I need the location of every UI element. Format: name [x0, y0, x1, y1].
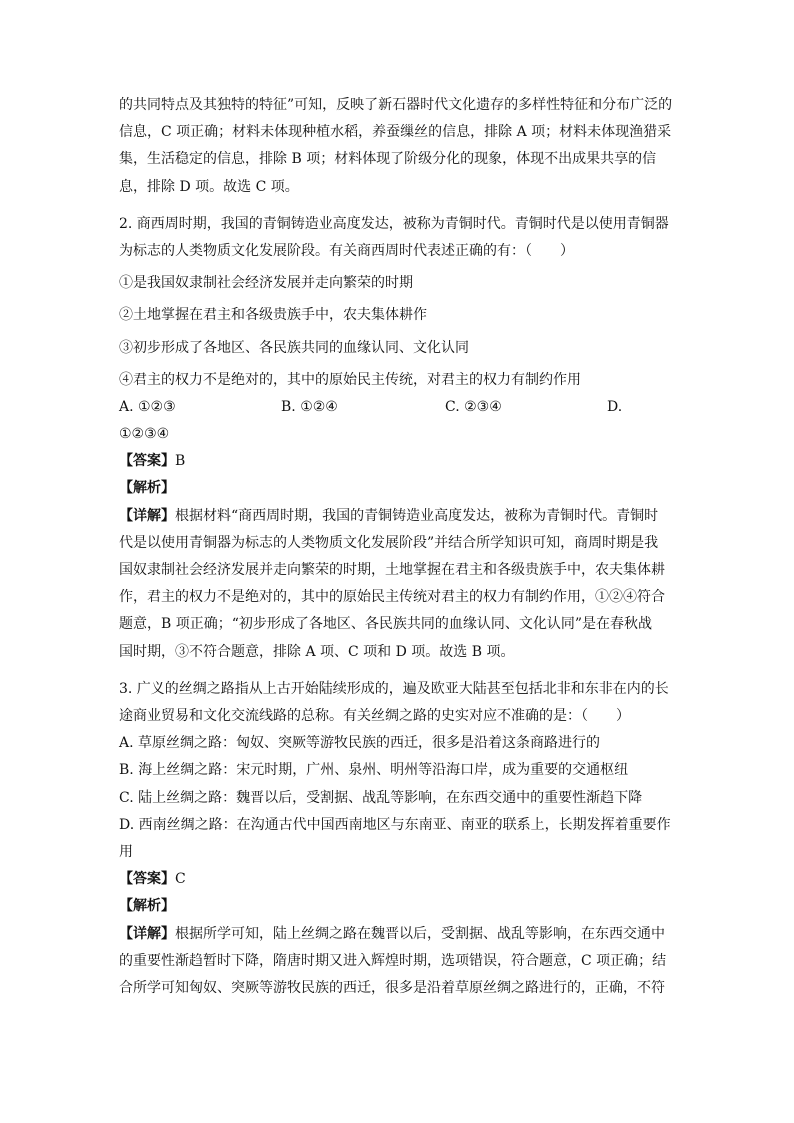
option-b: B. 海上丝绸之路：宋元时期，广州、泉州、明州等沿海口岸，成为重要的交通枢纽 — [119, 762, 629, 779]
text-line: 的共同特点及其独特的特征”可知，反映了新石器时代文化遗存的多样性特征和分布广泛的 — [119, 97, 673, 113]
option-d: D. 西南丝绸之路：在沟通古代中国西南地区与东南亚、南亚的联系上，长期发挥着重要作 — [119, 816, 671, 833]
detail-tag: 【详解】 — [119, 925, 175, 942]
answer-value: B — [175, 453, 186, 470]
question-2 — [119, 211, 679, 666]
detail-text: 根据所学可知，陆上丝绸之路在魏晋以后，受割据、战乱等影响，在东西交通中 — [175, 925, 665, 942]
analysis-tag-text: 【解析】 — [119, 898, 175, 915]
detail-line — [119, 921, 679, 948]
statement-4: ④君主的权力不是绝对的，其中的原始民主传统，对君主的权力有制约作用 — [119, 371, 581, 388]
text-line: 集，生活稳定的信息，排除 B 项；材料体现了阶级分化的现象，体现不出成果共享的信 — [119, 151, 657, 168]
answer-value: C — [175, 871, 186, 888]
option-a: A. 草原丝绸之路：匈奴、突厥等游牧民族的西迁，很多是沿着这条商路进行的 — [119, 735, 601, 752]
answer-line — [119, 448, 679, 475]
option-c: C. 陆上丝绸之路：魏晋以后，受割据、战乱等影响，在东西交通中的重要性渐趋下降 — [119, 789, 643, 806]
text-line: 息，排除 D 项。故选 C 项。 — [119, 178, 299, 195]
detail-line: 的重要性渐趋暂时下降，隋唐时期又进入辉煌时期，选项错误，符合题意，C 项正确；结 — [119, 952, 667, 969]
statement-3: ③初步形成了各地区、各民族共同的血缘认同、文化认同 — [119, 339, 469, 356]
answer-tag: 【答案】 — [119, 871, 175, 888]
detail-line: 合所学可知匈奴、突厥等游牧民族的西迁，很多是沿着草原丝绸之路进行的，正确，不符 — [119, 980, 665, 997]
question-stem-line: 3. 广义的丝绸之路指从上古开始陆续形成的，遍及欧亚大陆甚至包括北非和东非在内的长 — [119, 680, 669, 697]
statement-1: ①是我国奴隶制社会经济发展并走向繁荣的时期 — [119, 275, 413, 292]
text-line: 信息，C 项正确；材料未体现种植水稻，养蚕缫丝的信息，排除 A 项；材料未体现渔猎采 — [119, 124, 672, 141]
question-stem-line: 2. 商西周时期，我国的青铜铸造业高度发达，被称为青铜时代。青铜时代是以使用青铜器 — [119, 215, 669, 232]
analysis-tag — [119, 893, 679, 920]
intro-paragraph — [119, 92, 679, 201]
statement-2: ②土地掌握在君主和各级贵族手中，农夫集体耕作 — [119, 307, 427, 324]
detail-line: 作，君主的权力不是绝对的，其中的原始民主传统对君主的权力有制约作用，①②④符合 — [119, 589, 665, 606]
detail-line — [119, 503, 679, 530]
question-stem-line: 为标志的人类物质文化发展阶段。有关商西周时代表述正确的有：（ ） — [119, 243, 574, 260]
detail-line: 题意，B 项正确；“初步形成了各地区、各民族共同的血缘认同、文化认同”是在春秋战 — [119, 616, 653, 633]
question-3 — [119, 676, 679, 1002]
answer-line — [119, 866, 679, 893]
detail-line: 国奴隶制社会经济发展并走向繁荣的时期，土地掌握在君主和各级贵族手中，农夫集体耕 — [119, 562, 665, 579]
detail-line: 国时期，③不符合题意，排除 A 项、C 项和 D 项。故选 B 项。 — [119, 643, 515, 660]
option-b: B. ①②④ — [281, 399, 338, 416]
detail-tag: 【详解】 — [119, 507, 175, 524]
option-c: C. ②③④ — [445, 399, 502, 416]
analysis-tag — [119, 475, 679, 502]
document-page — [119, 92, 679, 1002]
analysis-tag-text: 【解析】 — [119, 480, 175, 497]
options-row — [119, 394, 679, 421]
answer-tag: 【答案】 — [119, 453, 175, 470]
detail-line: 代是以使用青铜器为标志的人类物质文化发展阶段”并结合所学知识可知，商周时期是我 — [119, 534, 659, 551]
option-a: A. ①②③ — [119, 399, 176, 416]
question-stem-line: 途商业贸易和文化交流线路的总称。有关丝绸之路的史实对应不准确的是：（ ） — [119, 708, 630, 725]
detail-text: 根据材料“商西周时期，我国的青铜铸造业高度发达，被称为青铜时代。青铜时 — [175, 507, 659, 524]
option-d-continued: 用 — [119, 844, 133, 861]
option-d-label: D. — [607, 399, 623, 416]
option-d-text: ①②③④ — [119, 426, 170, 443]
